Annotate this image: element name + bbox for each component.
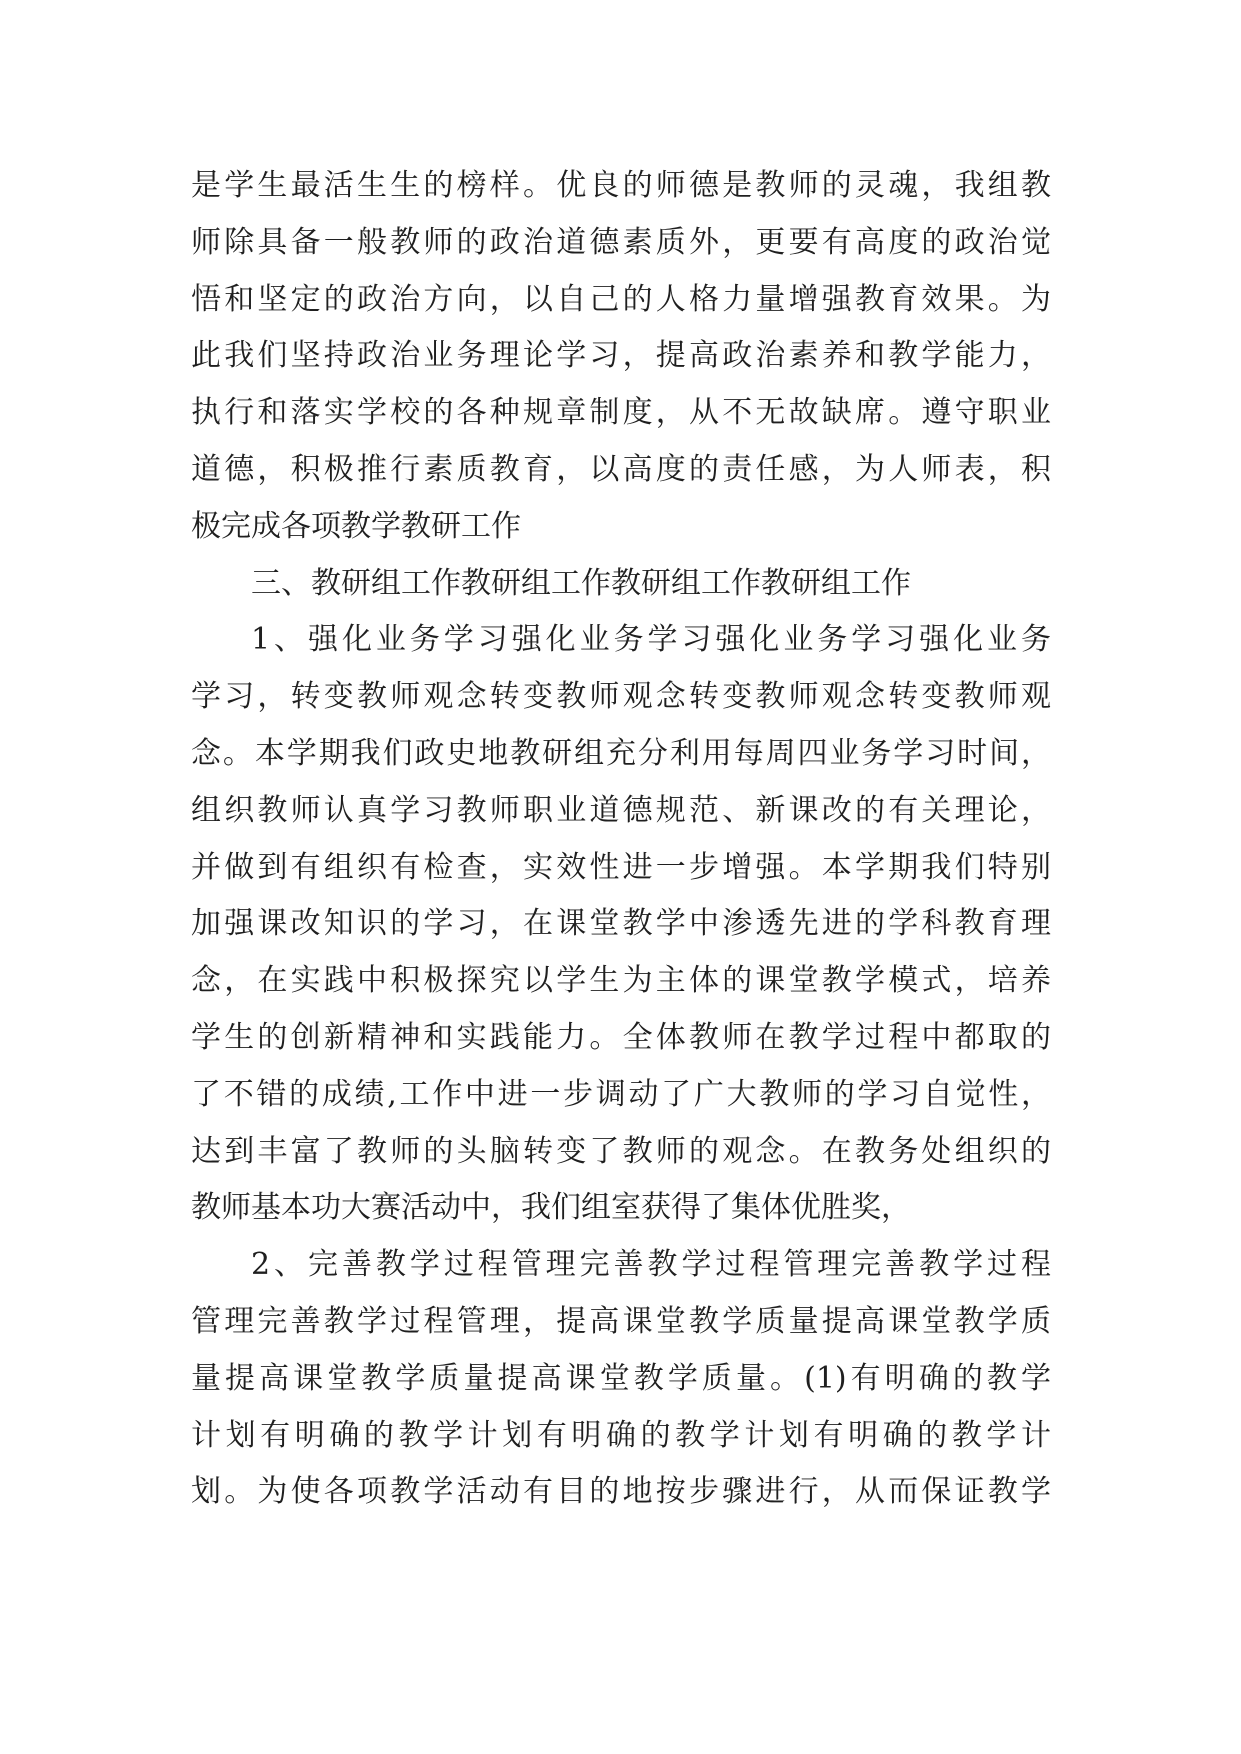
text-line: 执行和落实学校的各种规章制度，从不无故缺席。遵守职业 — [191, 395, 1051, 431]
text-line: 师除具备一般教师的政治道德素质外，更要有高度的政治觉 — [191, 224, 1051, 260]
text-line: 极完成各项教学教研工作 — [191, 508, 521, 544]
text-line: 计划有明确的教学计划有明确的教学计划有明确的教学计 — [191, 1417, 1051, 1453]
text-line: 量提高课堂教学质量提高课堂教学质量。(1)有明确的教学 — [191, 1360, 1051, 1396]
text-line: 加强课改知识的学习，在课堂教学中渗透先进的学科教育理 — [191, 906, 1051, 942]
text-line: 达到丰富了教师的头脑转变了教师的观念。在教务处组织的 — [191, 1133, 1051, 1169]
section-heading: 三、教研组工作教研组工作教研组工作教研组工作 — [251, 565, 911, 601]
text-line: 组织教师认真学习教师职业道德规范、新课改的有关理论， — [191, 792, 1051, 828]
text-line: 道德，积极推行素质教育，以高度的责任感，为人师表，积 — [191, 451, 1051, 487]
text-line: 是学生最活生生的榜样。优良的师德是教师的灵魂，我组教 — [191, 168, 1051, 203]
text-line: 学习，转变教师观念转变教师观念转变教师观念转变教师观 — [191, 679, 1051, 715]
text-line: 念，在实践中积极探究以学生为主体的课堂教学模式，培养 — [191, 963, 1051, 999]
text-line: 1、强化业务学习强化业务学习强化业务学习强化业务 — [251, 622, 1051, 658]
text-line: 划。为使各项教学活动有目的地按步骤进行，从而保证教学 — [191, 1474, 1051, 1510]
text-line: 此我们坚持政治业务理论学习，提高政治素养和教学能力， — [191, 338, 1051, 374]
text-line: 2、完善教学过程管理完善教学过程管理完善教学过程 — [251, 1247, 1051, 1283]
text-line: 了不错的成绩,工作中进一步调动了广大教师的学习自觉性， — [191, 1076, 1051, 1112]
text-line: 学生的创新精神和实践能力。全体教师在教学过程中都取的 — [191, 1019, 1051, 1055]
document-body — [191, 158, 1051, 1521]
text-line: 悟和坚定的政治方向，以自己的人格力量增强教育效果。为 — [191, 281, 1051, 317]
text-line: 并做到有组织有检查，实效性进一步增强。本学期我们特别 — [191, 849, 1051, 885]
text-line: 管理完善教学过程管理，提高课堂教学质量提高课堂教学质 — [191, 1303, 1051, 1339]
text-line: 念。本学期我们政史地教研组充分利用每周四业务学习时间， — [191, 735, 1051, 771]
text-line: 教师基本功大赛活动中，我们组室获得了集体优胜奖， — [191, 1190, 911, 1226]
